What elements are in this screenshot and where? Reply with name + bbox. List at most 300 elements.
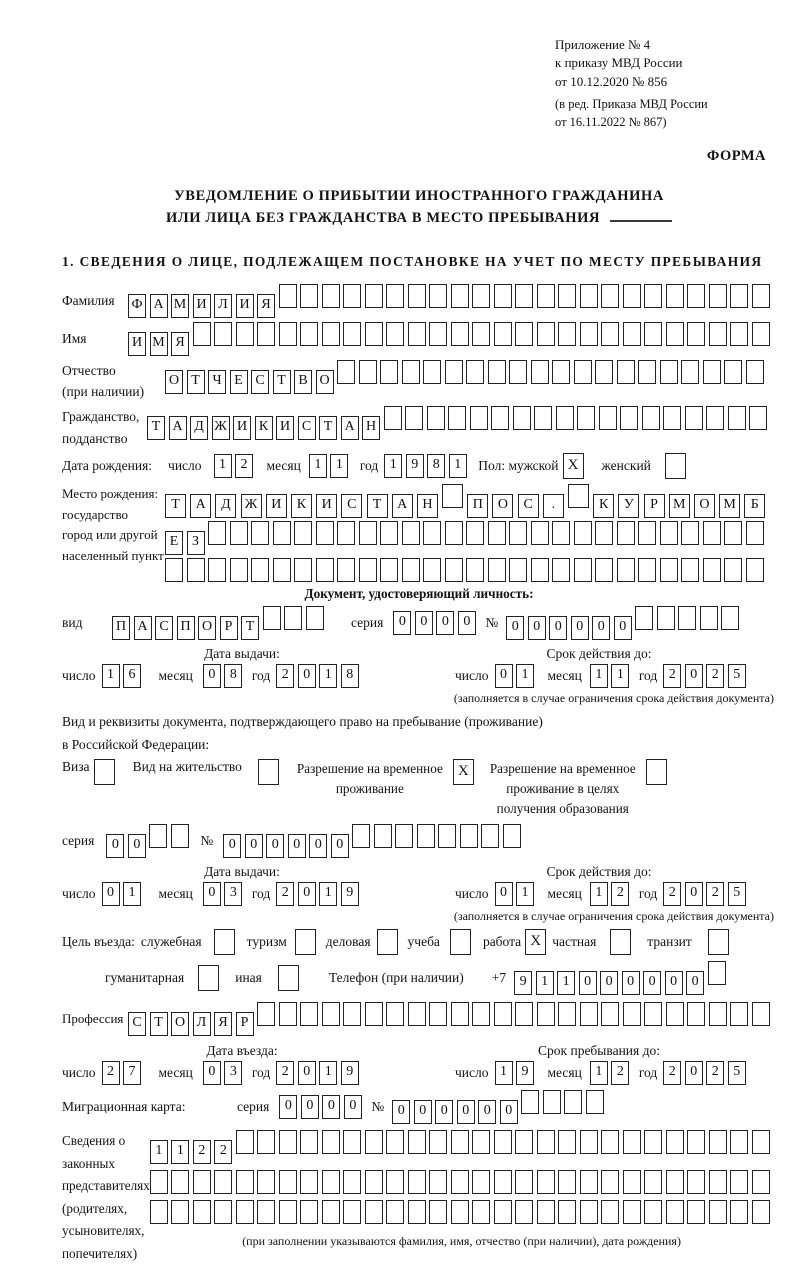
char-cell[interactable]: 1 bbox=[319, 1061, 337, 1085]
char-cell[interactable]: Т bbox=[319, 416, 337, 440]
char-cell[interactable] bbox=[214, 1200, 232, 1224]
checkbox-humanitarian[interactable] bbox=[198, 965, 219, 991]
char-cell[interactable] bbox=[386, 1002, 404, 1026]
char-cell[interactable] bbox=[343, 1200, 361, 1224]
char-cell[interactable]: 0 bbox=[665, 971, 683, 995]
char-cell[interactable]: 0 bbox=[436, 611, 454, 635]
checkbox-official[interactable] bbox=[214, 929, 235, 955]
char-cell[interactable]: 0 bbox=[288, 834, 306, 858]
char-cell[interactable] bbox=[322, 1130, 340, 1154]
char-cell[interactable] bbox=[623, 284, 641, 308]
char-cell[interactable] bbox=[257, 322, 275, 346]
char-cell[interactable] bbox=[595, 360, 613, 384]
char-cell[interactable]: 3 bbox=[224, 1061, 242, 1085]
char-cell[interactable] bbox=[638, 360, 656, 384]
char-cell[interactable] bbox=[623, 322, 641, 346]
char-cell[interactable] bbox=[273, 521, 291, 545]
char-cell[interactable] bbox=[257, 1200, 275, 1224]
char-cell[interactable]: 2 bbox=[214, 1140, 232, 1164]
char-cell[interactable] bbox=[503, 824, 521, 848]
char-cell[interactable] bbox=[537, 1200, 555, 1224]
char-cell[interactable]: 0 bbox=[495, 664, 513, 688]
char-cell[interactable] bbox=[709, 1130, 727, 1154]
char-cell[interactable] bbox=[558, 1002, 576, 1026]
char-cell[interactable] bbox=[515, 284, 533, 308]
char-cell[interactable] bbox=[586, 1090, 604, 1114]
char-cell[interactable]: 8 bbox=[341, 664, 359, 688]
char-cell[interactable]: А bbox=[190, 494, 211, 518]
char-cell[interactable] bbox=[279, 1130, 297, 1154]
char-cell[interactable]: 2 bbox=[193, 1140, 211, 1164]
char-cell[interactable] bbox=[617, 558, 635, 582]
char-cell[interactable] bbox=[752, 1200, 770, 1224]
char-cell[interactable]: Ч bbox=[208, 370, 226, 394]
char-cell[interactable] bbox=[405, 406, 423, 430]
char-cell[interactable] bbox=[531, 558, 549, 582]
char-cell[interactable]: 0 bbox=[128, 834, 146, 858]
char-cell[interactable] bbox=[660, 558, 678, 582]
char-cell[interactable] bbox=[193, 1170, 211, 1194]
char-cell[interactable] bbox=[279, 322, 297, 346]
char-cell[interactable]: 1 bbox=[590, 1061, 608, 1085]
char-cell[interactable] bbox=[515, 1002, 533, 1026]
char-cell[interactable] bbox=[214, 1170, 232, 1194]
char-cell[interactable]: У bbox=[618, 494, 639, 518]
char-cell[interactable]: А bbox=[150, 294, 168, 318]
char-cell[interactable] bbox=[601, 1130, 619, 1154]
char-cell[interactable]: 0 bbox=[685, 882, 703, 906]
char-cell[interactable]: 9 bbox=[516, 1061, 534, 1085]
char-cell[interactable]: 1 bbox=[516, 882, 534, 906]
char-cell[interactable] bbox=[531, 360, 549, 384]
char-cell[interactable]: 5 bbox=[728, 664, 746, 688]
char-cell[interactable]: 0 bbox=[203, 664, 221, 688]
char-cell[interactable]: Р bbox=[236, 1012, 254, 1036]
char-cell[interactable] bbox=[442, 484, 463, 508]
char-cell[interactable]: 0 bbox=[344, 1095, 362, 1119]
char-cell[interactable] bbox=[337, 360, 355, 384]
char-cell[interactable]: Д bbox=[190, 416, 208, 440]
char-cell[interactable]: Е bbox=[165, 531, 183, 555]
char-cell[interactable] bbox=[730, 284, 748, 308]
char-cell[interactable]: 8 bbox=[427, 454, 445, 478]
char-cell[interactable] bbox=[279, 284, 297, 308]
char-cell[interactable]: К bbox=[255, 416, 273, 440]
char-cell[interactable] bbox=[749, 406, 767, 430]
char-cell[interactable] bbox=[552, 558, 570, 582]
char-cell[interactable] bbox=[445, 558, 463, 582]
char-cell[interactable]: 0 bbox=[223, 834, 241, 858]
char-cell[interactable] bbox=[423, 360, 441, 384]
char-cell[interactable]: Т bbox=[150, 1012, 168, 1036]
char-cell[interactable] bbox=[438, 824, 456, 848]
char-cell[interactable]: 0 bbox=[458, 611, 476, 635]
char-cell[interactable]: А bbox=[134, 616, 152, 640]
char-cell[interactable]: Ф bbox=[128, 294, 146, 318]
char-cell[interactable]: 0 bbox=[298, 664, 316, 688]
char-cell[interactable] bbox=[251, 521, 269, 545]
char-cell[interactable]: 0 bbox=[331, 834, 349, 858]
char-cell[interactable] bbox=[300, 1002, 318, 1026]
char-cell[interactable]: 0 bbox=[685, 1061, 703, 1085]
char-cell[interactable] bbox=[257, 1002, 275, 1026]
char-cell[interactable] bbox=[752, 322, 770, 346]
char-cell[interactable] bbox=[577, 406, 595, 430]
char-cell[interactable]: Р bbox=[220, 616, 238, 640]
char-cell[interactable]: Р bbox=[644, 494, 665, 518]
char-cell[interactable]: 5 bbox=[728, 1061, 746, 1085]
char-cell[interactable] bbox=[316, 521, 334, 545]
char-cell[interactable] bbox=[257, 1130, 275, 1154]
char-cell[interactable] bbox=[380, 558, 398, 582]
char-cell[interactable] bbox=[494, 1170, 512, 1194]
char-cell[interactable] bbox=[552, 521, 570, 545]
char-cell[interactable]: 9 bbox=[514, 971, 532, 995]
checkbox-tourism[interactable] bbox=[295, 929, 316, 955]
char-cell[interactable]: К bbox=[593, 494, 614, 518]
char-cell[interactable] bbox=[681, 360, 699, 384]
char-cell[interactable]: 2 bbox=[102, 1061, 120, 1085]
char-cell[interactable] bbox=[322, 1002, 340, 1026]
char-cell[interactable] bbox=[687, 1130, 705, 1154]
char-cell[interactable] bbox=[445, 521, 463, 545]
char-cell[interactable] bbox=[678, 606, 696, 630]
char-cell[interactable] bbox=[706, 406, 724, 430]
char-cell[interactable] bbox=[666, 1170, 684, 1194]
char-cell[interactable] bbox=[306, 606, 324, 630]
char-cell[interactable] bbox=[644, 1002, 662, 1026]
char-cell[interactable]: 2 bbox=[611, 882, 629, 906]
char-cell[interactable]: З bbox=[187, 531, 205, 555]
char-cell[interactable] bbox=[466, 521, 484, 545]
char-cell[interactable] bbox=[380, 521, 398, 545]
char-cell[interactable] bbox=[521, 1090, 539, 1114]
char-cell[interactable] bbox=[685, 406, 703, 430]
char-cell[interactable] bbox=[623, 1200, 641, 1224]
char-cell[interactable]: О bbox=[694, 494, 715, 518]
char-cell[interactable]: 0 bbox=[203, 882, 221, 906]
char-cell[interactable] bbox=[472, 1130, 490, 1154]
char-cell[interactable] bbox=[601, 284, 619, 308]
char-cell[interactable]: О bbox=[165, 370, 183, 394]
char-cell[interactable] bbox=[365, 322, 383, 346]
char-cell[interactable] bbox=[284, 606, 302, 630]
char-cell[interactable] bbox=[537, 1170, 555, 1194]
char-cell[interactable] bbox=[408, 1002, 426, 1026]
char-cell[interactable]: 2 bbox=[663, 882, 681, 906]
char-cell[interactable] bbox=[481, 824, 499, 848]
char-cell[interactable]: 0 bbox=[392, 1100, 410, 1124]
char-cell[interactable] bbox=[460, 824, 478, 848]
char-cell[interactable] bbox=[230, 558, 248, 582]
char-cell[interactable] bbox=[193, 322, 211, 346]
char-cell[interactable]: Т bbox=[147, 416, 165, 440]
char-cell[interactable]: А bbox=[392, 494, 413, 518]
char-cell[interactable] bbox=[408, 322, 426, 346]
char-cell[interactable] bbox=[721, 606, 739, 630]
char-cell[interactable]: 0 bbox=[500, 1100, 518, 1124]
char-cell[interactable] bbox=[365, 1200, 383, 1224]
char-cell[interactable] bbox=[534, 406, 552, 430]
char-cell[interactable]: 0 bbox=[245, 834, 263, 858]
char-cell[interactable] bbox=[448, 406, 466, 430]
char-cell[interactable]: 9 bbox=[341, 882, 359, 906]
char-cell[interactable]: . bbox=[543, 494, 564, 518]
char-cell[interactable] bbox=[599, 406, 617, 430]
char-cell[interactable] bbox=[300, 1200, 318, 1224]
char-cell[interactable] bbox=[171, 1170, 189, 1194]
char-cell[interactable] bbox=[236, 1170, 254, 1194]
char-cell[interactable]: 1 bbox=[319, 882, 337, 906]
char-cell[interactable] bbox=[601, 1002, 619, 1026]
char-cell[interactable]: 0 bbox=[686, 971, 704, 995]
char-cell[interactable] bbox=[337, 558, 355, 582]
char-cell[interactable] bbox=[337, 521, 355, 545]
char-cell[interactable]: 9 bbox=[406, 454, 424, 478]
char-cell[interactable]: 0 bbox=[685, 664, 703, 688]
char-cell[interactable] bbox=[709, 284, 727, 308]
char-cell[interactable]: 1 bbox=[449, 454, 467, 478]
char-cell[interactable] bbox=[488, 360, 506, 384]
char-cell[interactable] bbox=[279, 1170, 297, 1194]
char-cell[interactable] bbox=[472, 1200, 490, 1224]
char-cell[interactable] bbox=[728, 406, 746, 430]
char-cell[interactable] bbox=[408, 1200, 426, 1224]
char-cell[interactable] bbox=[558, 1170, 576, 1194]
char-cell[interactable] bbox=[279, 1200, 297, 1224]
char-cell[interactable] bbox=[488, 558, 506, 582]
char-cell[interactable] bbox=[709, 1002, 727, 1026]
char-cell[interactable] bbox=[451, 1130, 469, 1154]
char-cell[interactable] bbox=[687, 1170, 705, 1194]
char-cell[interactable] bbox=[730, 1130, 748, 1154]
char-cell[interactable] bbox=[429, 1130, 447, 1154]
char-cell[interactable] bbox=[709, 1170, 727, 1194]
char-cell[interactable]: А bbox=[341, 416, 359, 440]
char-cell[interactable] bbox=[429, 284, 447, 308]
char-cell[interactable]: И bbox=[236, 294, 254, 318]
char-cell[interactable] bbox=[724, 558, 742, 582]
char-cell[interactable] bbox=[746, 521, 764, 545]
char-cell[interactable]: 0 bbox=[279, 1095, 297, 1119]
char-cell[interactable]: 2 bbox=[276, 882, 294, 906]
char-cell[interactable]: М bbox=[150, 332, 168, 356]
char-cell[interactable] bbox=[558, 1200, 576, 1224]
char-cell[interactable] bbox=[644, 1130, 662, 1154]
char-cell[interactable] bbox=[451, 1170, 469, 1194]
char-cell[interactable]: П bbox=[467, 494, 488, 518]
char-cell[interactable]: Ж bbox=[212, 416, 230, 440]
char-cell[interactable]: А bbox=[169, 416, 187, 440]
char-cell[interactable]: 2 bbox=[663, 1061, 681, 1085]
char-cell[interactable] bbox=[300, 284, 318, 308]
char-cell[interactable] bbox=[708, 961, 726, 985]
char-cell[interactable]: 0 bbox=[614, 616, 632, 640]
char-cell[interactable] bbox=[386, 1200, 404, 1224]
char-cell[interactable] bbox=[472, 322, 490, 346]
char-cell[interactable] bbox=[730, 1200, 748, 1224]
char-cell[interactable]: 0 bbox=[495, 882, 513, 906]
char-cell[interactable]: 3 bbox=[224, 882, 242, 906]
char-cell[interactable]: К bbox=[291, 494, 312, 518]
char-cell[interactable]: Т bbox=[241, 616, 259, 640]
char-cell[interactable] bbox=[703, 360, 721, 384]
char-cell[interactable] bbox=[515, 322, 533, 346]
char-cell[interactable]: 1 bbox=[516, 664, 534, 688]
char-cell[interactable] bbox=[429, 1200, 447, 1224]
char-cell[interactable] bbox=[300, 1130, 318, 1154]
char-cell[interactable] bbox=[408, 1130, 426, 1154]
char-cell[interactable]: С bbox=[251, 370, 269, 394]
char-cell[interactable] bbox=[509, 558, 527, 582]
char-cell[interactable]: 1 bbox=[102, 664, 120, 688]
char-cell[interactable] bbox=[644, 1170, 662, 1194]
char-cell[interactable] bbox=[466, 558, 484, 582]
char-cell[interactable] bbox=[365, 1002, 383, 1026]
char-cell[interactable] bbox=[752, 1130, 770, 1154]
char-cell[interactable]: 5 bbox=[728, 882, 746, 906]
char-cell[interactable] bbox=[343, 284, 361, 308]
char-cell[interactable] bbox=[488, 521, 506, 545]
checkbox-residence-permit[interactable] bbox=[258, 759, 279, 785]
char-cell[interactable]: И bbox=[128, 332, 146, 356]
char-cell[interactable]: 0 bbox=[414, 1100, 432, 1124]
char-cell[interactable]: С bbox=[298, 416, 316, 440]
char-cell[interactable]: С bbox=[155, 616, 173, 640]
char-cell[interactable] bbox=[687, 284, 705, 308]
char-cell[interactable]: Т bbox=[187, 370, 205, 394]
char-cell[interactable]: 0 bbox=[298, 1061, 316, 1085]
char-cell[interactable] bbox=[660, 521, 678, 545]
char-cell[interactable] bbox=[423, 558, 441, 582]
char-cell[interactable] bbox=[574, 521, 592, 545]
char-cell[interactable] bbox=[752, 284, 770, 308]
char-cell[interactable]: О bbox=[198, 616, 216, 640]
char-cell[interactable] bbox=[359, 558, 377, 582]
char-cell[interactable] bbox=[322, 1200, 340, 1224]
char-cell[interactable]: 0 bbox=[506, 616, 524, 640]
char-cell[interactable] bbox=[703, 521, 721, 545]
char-cell[interactable] bbox=[251, 558, 269, 582]
char-cell[interactable]: Т bbox=[165, 494, 186, 518]
char-cell[interactable]: 1 bbox=[214, 454, 232, 478]
char-cell[interactable] bbox=[273, 558, 291, 582]
char-cell[interactable]: 2 bbox=[235, 454, 253, 478]
char-cell[interactable]: 1 bbox=[557, 971, 575, 995]
char-cell[interactable]: 0 bbox=[549, 616, 567, 640]
char-cell[interactable] bbox=[580, 1170, 598, 1194]
char-cell[interactable]: 1 bbox=[536, 971, 554, 995]
char-cell[interactable] bbox=[666, 1002, 684, 1026]
char-cell[interactable]: И bbox=[193, 294, 211, 318]
char-cell[interactable] bbox=[494, 1130, 512, 1154]
char-cell[interactable] bbox=[380, 360, 398, 384]
char-cell[interactable] bbox=[509, 360, 527, 384]
char-cell[interactable]: 1 bbox=[309, 454, 327, 478]
char-cell[interactable] bbox=[558, 322, 576, 346]
char-cell[interactable] bbox=[236, 1130, 254, 1154]
char-cell[interactable] bbox=[515, 1170, 533, 1194]
char-cell[interactable] bbox=[730, 322, 748, 346]
char-cell[interactable] bbox=[638, 558, 656, 582]
char-cell[interactable]: 1 bbox=[590, 664, 608, 688]
char-cell[interactable] bbox=[300, 1170, 318, 1194]
char-cell[interactable]: 0 bbox=[106, 834, 124, 858]
char-cell[interactable] bbox=[294, 558, 312, 582]
char-cell[interactable]: 0 bbox=[322, 1095, 340, 1119]
char-cell[interactable]: 0 bbox=[102, 882, 120, 906]
char-cell[interactable] bbox=[386, 322, 404, 346]
char-cell[interactable] bbox=[230, 521, 248, 545]
char-cell[interactable]: 1 bbox=[150, 1140, 168, 1164]
char-cell[interactable]: 0 bbox=[600, 971, 618, 995]
char-cell[interactable] bbox=[558, 1130, 576, 1154]
char-cell[interactable] bbox=[429, 322, 447, 346]
char-cell[interactable] bbox=[359, 521, 377, 545]
char-cell[interactable] bbox=[730, 1170, 748, 1194]
char-cell[interactable]: 0 bbox=[457, 1100, 475, 1124]
char-cell[interactable] bbox=[537, 1130, 555, 1154]
char-cell[interactable]: 0 bbox=[592, 616, 610, 640]
char-cell[interactable]: Я bbox=[171, 332, 189, 356]
char-cell[interactable] bbox=[208, 558, 226, 582]
char-cell[interactable] bbox=[620, 406, 638, 430]
char-cell[interactable] bbox=[472, 1002, 490, 1026]
char-cell[interactable] bbox=[165, 558, 183, 582]
char-cell[interactable]: 9 bbox=[341, 1061, 359, 1085]
char-cell[interactable] bbox=[513, 406, 531, 430]
char-cell[interactable]: 0 bbox=[298, 882, 316, 906]
char-cell[interactable] bbox=[687, 1002, 705, 1026]
char-cell[interactable] bbox=[279, 1002, 297, 1026]
char-cell[interactable] bbox=[730, 1002, 748, 1026]
char-cell[interactable] bbox=[365, 1130, 383, 1154]
char-cell[interactable] bbox=[494, 1200, 512, 1224]
char-cell[interactable] bbox=[429, 1170, 447, 1194]
char-cell[interactable] bbox=[472, 1170, 490, 1194]
checkbox-study[interactable] bbox=[450, 929, 471, 955]
char-cell[interactable] bbox=[580, 1200, 598, 1224]
char-cell[interactable] bbox=[451, 322, 469, 346]
char-cell[interactable]: 1 bbox=[495, 1061, 513, 1085]
char-cell[interactable]: 2 bbox=[276, 1061, 294, 1085]
char-cell[interactable] bbox=[617, 360, 635, 384]
char-cell[interactable]: Е bbox=[230, 370, 248, 394]
char-cell[interactable] bbox=[171, 1200, 189, 1224]
char-cell[interactable] bbox=[322, 1170, 340, 1194]
char-cell[interactable] bbox=[537, 1002, 555, 1026]
char-cell[interactable]: 1 bbox=[123, 882, 141, 906]
char-cell[interactable] bbox=[386, 1170, 404, 1194]
char-cell[interactable] bbox=[208, 521, 226, 545]
checkbox-private[interactable] bbox=[610, 929, 631, 955]
char-cell[interactable] bbox=[644, 284, 662, 308]
char-cell[interactable]: М bbox=[719, 494, 740, 518]
char-cell[interactable] bbox=[171, 824, 189, 848]
char-cell[interactable] bbox=[491, 406, 509, 430]
char-cell[interactable]: 0 bbox=[478, 1100, 496, 1124]
char-cell[interactable] bbox=[417, 824, 435, 848]
char-cell[interactable]: 0 bbox=[415, 611, 433, 635]
char-cell[interactable]: 2 bbox=[706, 664, 724, 688]
char-cell[interactable] bbox=[429, 1002, 447, 1026]
char-cell[interactable] bbox=[386, 1130, 404, 1154]
char-cell[interactable] bbox=[343, 322, 361, 346]
char-cell[interactable] bbox=[365, 1170, 383, 1194]
char-cell[interactable] bbox=[402, 521, 420, 545]
char-cell[interactable] bbox=[322, 322, 340, 346]
char-cell[interactable]: 0 bbox=[579, 971, 597, 995]
